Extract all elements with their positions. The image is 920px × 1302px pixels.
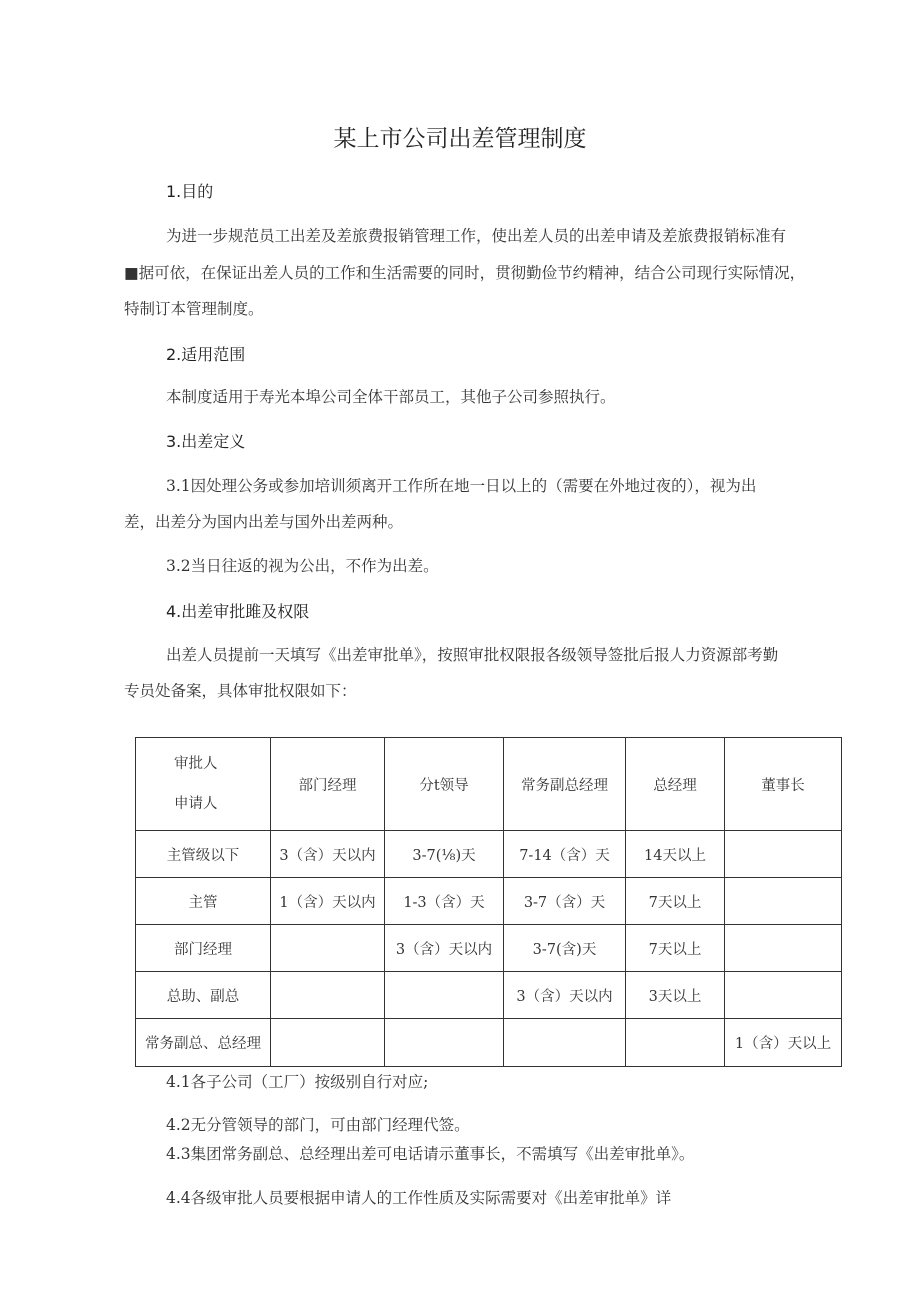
table-cell — [725, 878, 842, 925]
section-heading-approval: 4.出差审批雎及权限 — [166, 602, 310, 621]
table-cell: 3（含）天以内 — [504, 972, 626, 1019]
table-row — [136, 972, 842, 1019]
table-cell: 3天以上 — [626, 972, 725, 1019]
row-label: 主管级以下 — [136, 831, 271, 878]
table-cell: 7天以上 — [626, 878, 725, 925]
table-cell: 3（含）天以内 — [271, 831, 385, 878]
note-line: 4.3集团常务副总、总经理出差可电话请示董事长，不需填写《出差审批单》。 — [166, 1145, 695, 1163]
approval-authority-table — [135, 737, 842, 1067]
table-cell — [271, 1019, 385, 1067]
table-cell: 3-7(⅛)天 — [385, 831, 504, 878]
paragraph-line: 本制度适用于寿光本埠公司全体干部员工，其他子公司参照执行。 — [166, 388, 616, 406]
table-cell: 3（含）天以内 — [385, 925, 504, 972]
note-line: 4.4各级审批人员要根据申请人的工作性质及实际需要对《出差审批单》详 — [166, 1189, 672, 1207]
paragraph-line: 为进一步规范员工出差及差旅费报销管理工作，使出差人员的出差申请及差旅费报销标准有 — [166, 227, 787, 245]
table-cell — [385, 1019, 504, 1067]
row-label: 常务副总、总经理 — [136, 1019, 271, 1067]
table-header-row — [136, 738, 842, 831]
column-header: 董事长 — [725, 738, 842, 831]
approver-label: 审批人 — [174, 755, 218, 772]
applicant-label: 申请人 — [174, 796, 218, 812]
table-cell: 3-7(含)天 — [504, 925, 626, 972]
section-heading-scope: 2.适用范围 — [166, 345, 246, 364]
table-cell: 3-7（含）天 — [504, 878, 626, 925]
table-row — [136, 878, 842, 925]
section-heading-definition: 3.出差定义 — [166, 432, 246, 451]
table-row — [136, 831, 842, 878]
column-header: 部门经理 — [271, 738, 385, 831]
row-label: 主管 — [136, 878, 271, 925]
table-cell: 7天以上 — [626, 925, 725, 972]
page-title: 某上市公司出差管理制度 — [333, 126, 587, 152]
paragraph-line: 出差人员提前一天填写《出差审批单》，按照审批权限报各级领导签批后报人力资源部考勤 — [166, 646, 779, 664]
paragraph-line: 3.1因处理公务或参加培训须离开工作所在地一日以上的（需要在外地过夜的），视为出 — [166, 477, 757, 495]
table-cell — [385, 972, 504, 1019]
table-cell: 1-3（含）天 — [385, 878, 504, 925]
paragraph-line: ■据可依，在保证出差人员的工作和生活需要的同时，贯彻勤俭节约精神，结合公司现行实际情况， — [124, 264, 806, 282]
table-cell: 1（含）天以上 — [725, 1019, 842, 1067]
paragraph-line: 专员处备案，具体审批权限如下： — [124, 682, 357, 700]
row-label: 部门经理 — [136, 925, 271, 972]
paragraph-line: 差，出差分为国内出差与国外出差两种。 — [124, 513, 404, 531]
table-cell: 1（含）天以内 — [271, 878, 385, 925]
note-line: 4.2无分管领导的部门，可由部门经理代签。 — [166, 1116, 470, 1134]
table-cell — [725, 972, 842, 1019]
section-heading-purpose: 1.目的 — [166, 182, 214, 201]
table-row — [136, 1019, 842, 1067]
column-header: 分t领导 — [385, 738, 504, 831]
column-header: 常务副总经理 — [504, 738, 626, 831]
table-cell — [271, 925, 385, 972]
column-header: 总经理 — [626, 738, 725, 831]
table-cell — [725, 925, 842, 972]
row-label: 总助、副总 — [136, 972, 271, 1019]
table-cell — [725, 831, 842, 878]
paragraph-line: 3.2当日往返的视为公出，不作为出差。 — [166, 557, 439, 575]
table-cell — [271, 972, 385, 1019]
table-row — [136, 925, 842, 972]
paragraph-line: 特制订本管理制度。 — [124, 300, 264, 318]
table-corner-header — [136, 738, 271, 831]
table-cell: 14天以上 — [626, 831, 725, 878]
note-line: 4.1各子公司（工厂）按级别自行对应; — [166, 1073, 429, 1091]
table-cell — [626, 1019, 725, 1067]
table-cell — [504, 1019, 626, 1067]
table-cell: 7-14（含）天 — [504, 831, 626, 878]
